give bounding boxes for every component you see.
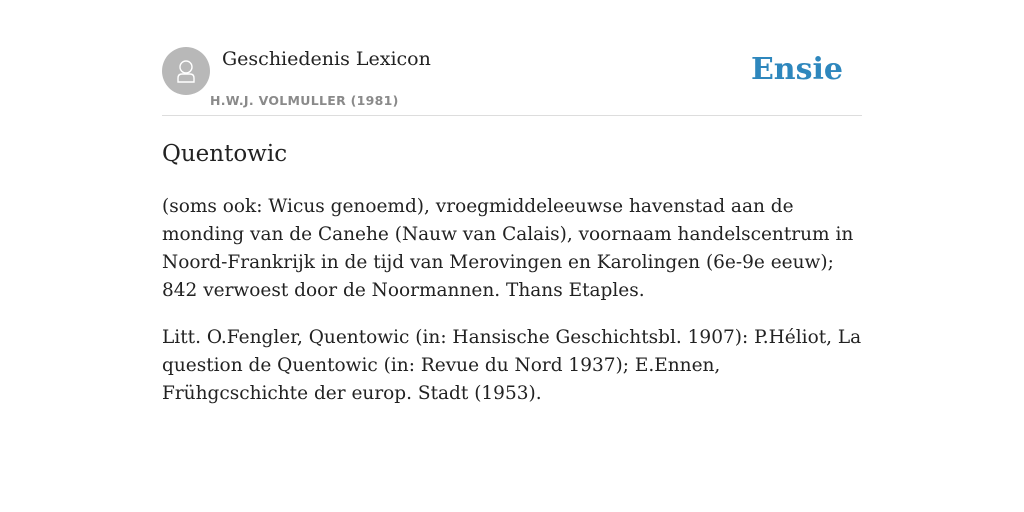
avatar[interactable] — [162, 47, 210, 95]
source-title[interactable]: Geschiedenis Lexicon — [222, 48, 431, 70]
entry-title: Quentowic — [162, 141, 288, 167]
source-author[interactable]: H.W.J. VOLMULLER (1981) — [210, 93, 399, 108]
entry-content — [162, 138, 862, 408]
brand-logo[interactable]: Ensie — [750, 52, 843, 87]
source-header — [162, 47, 862, 116]
user-avatar-icon — [171, 56, 201, 86]
entry-paragraph: (soms ook: Wicus genoemd), vroegmiddeleeuwse havenstad aan de monding van de Canehe (Nauw van Calais), voornaam handelscentrum in Noord-Frankrijk in de tijd van Merovingen en Karolingen (6e-9e eeuw); 842 verwoest door de Noormannen. Thans Etaples. — [162, 196, 854, 301]
entry-references: Litt. O.Fengler, Quentowic (in: Hansische Geschichtsbl. 1907): P.Héliot, La question de Quentowic (in: Revue du Nord 1937); E.Ennen, Frühgcschichte der europ. Stadt (1953). — [162, 327, 862, 404]
